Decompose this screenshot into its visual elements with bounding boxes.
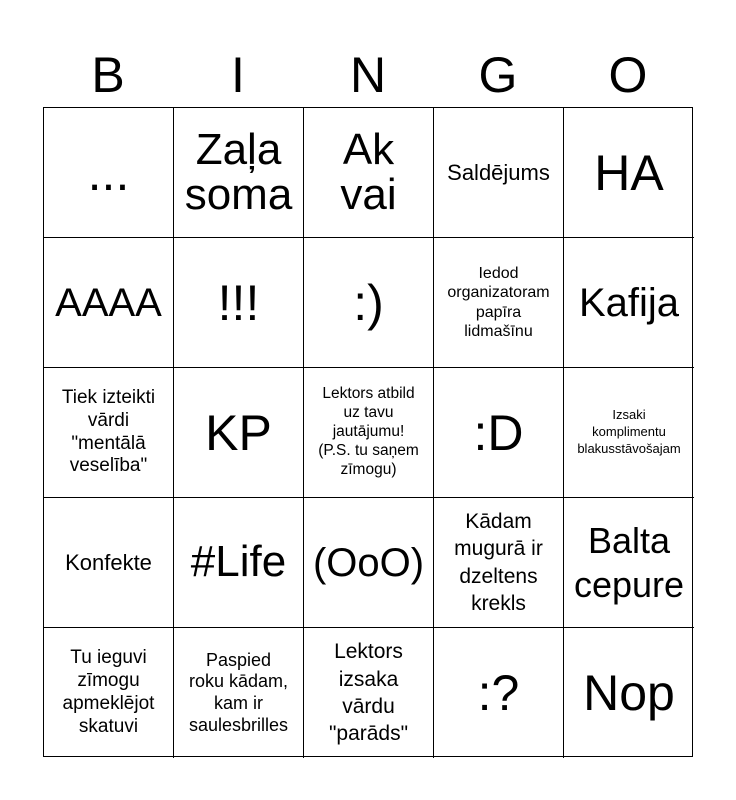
header-letter-g: G <box>478 47 518 103</box>
cell-text: #Life <box>190 537 287 587</box>
bingo-cell[interactable] <box>434 368 564 498</box>
bingo-cell[interactable] <box>304 498 434 628</box>
bingo-cell[interactable] <box>564 238 694 368</box>
bingo-cell[interactable] <box>174 628 304 758</box>
cell-text: !!! <box>217 274 260 331</box>
cell-text: HA <box>594 144 664 201</box>
cell-text: Paspied roku kādam, kam ir saulesbrilles <box>188 649 289 735</box>
cell-text: :? <box>477 665 520 721</box>
cell-text: KP <box>205 404 272 461</box>
bingo-cell[interactable] <box>44 368 174 498</box>
cell-text: :) <box>353 274 384 331</box>
bingo-cell[interactable] <box>564 368 694 498</box>
bingo-grid <box>43 107 693 757</box>
bingo-cell[interactable] <box>304 108 434 238</box>
cell-text: Lektors izsaka vārdu "parāds" <box>328 640 409 746</box>
bingo-cell[interactable] <box>44 498 174 628</box>
cell-text: Balta cepure <box>573 519 685 605</box>
bingo-header <box>43 44 693 106</box>
cell-text: Izsaki komplimentu blakusstāvošajam <box>577 407 681 456</box>
cell-text: Nop <box>583 665 675 721</box>
cell-text: Konfekte <box>65 549 152 575</box>
bingo-cell[interactable] <box>44 628 174 758</box>
cell-text: Zaļa soma <box>184 124 293 219</box>
header-letter-o: O <box>608 47 648 103</box>
cell-text: :D <box>473 404 524 461</box>
header-letter-i: I <box>231 47 245 103</box>
bingo-cell[interactable] <box>564 628 694 758</box>
bingo-cell[interactable] <box>434 108 564 238</box>
cell-text: Lektors atbild uz tavu jautājumu! (P.S. tu saņem zīmogu) <box>318 385 419 478</box>
header-letter-b: B <box>91 47 125 103</box>
cell-text: AAAA <box>55 280 162 325</box>
bingo-cell[interactable] <box>564 498 694 628</box>
cell-text: Kafija <box>578 280 680 325</box>
cell-text: Tu ieguvi zīmogu apmeklējot skatuvi <box>62 647 155 737</box>
cell-text: Ak vai <box>340 124 397 219</box>
bingo-cell[interactable] <box>44 108 174 238</box>
bingo-cell[interactable] <box>174 108 304 238</box>
bingo-cell[interactable] <box>434 498 564 628</box>
cell-text: ... <box>87 144 130 201</box>
bingo-cell[interactable] <box>174 368 304 498</box>
bingo-cell[interactable] <box>174 498 304 628</box>
bingo-cell[interactable] <box>174 238 304 368</box>
cell-text: Tiek izteikti vārdi "mentālā veselība" <box>61 386 156 477</box>
bingo-cell[interactable] <box>434 238 564 368</box>
bingo-cell[interactable] <box>304 238 434 368</box>
cell-text: Saldējums <box>447 159 550 185</box>
bingo-cell[interactable] <box>304 628 434 758</box>
bingo-cell[interactable] <box>304 368 434 498</box>
bingo-cell[interactable] <box>434 628 564 758</box>
cell-text: (OoO) <box>312 540 425 585</box>
bingo-cell[interactable] <box>44 238 174 368</box>
cell-text: Iedod organizatoram papīra lidmašīnu <box>447 265 550 340</box>
bingo-cell[interactable] <box>564 108 694 238</box>
header-letter-n: N <box>349 47 387 103</box>
cell-text: Kādam mugurā ir dzeltens krekls <box>454 509 543 615</box>
